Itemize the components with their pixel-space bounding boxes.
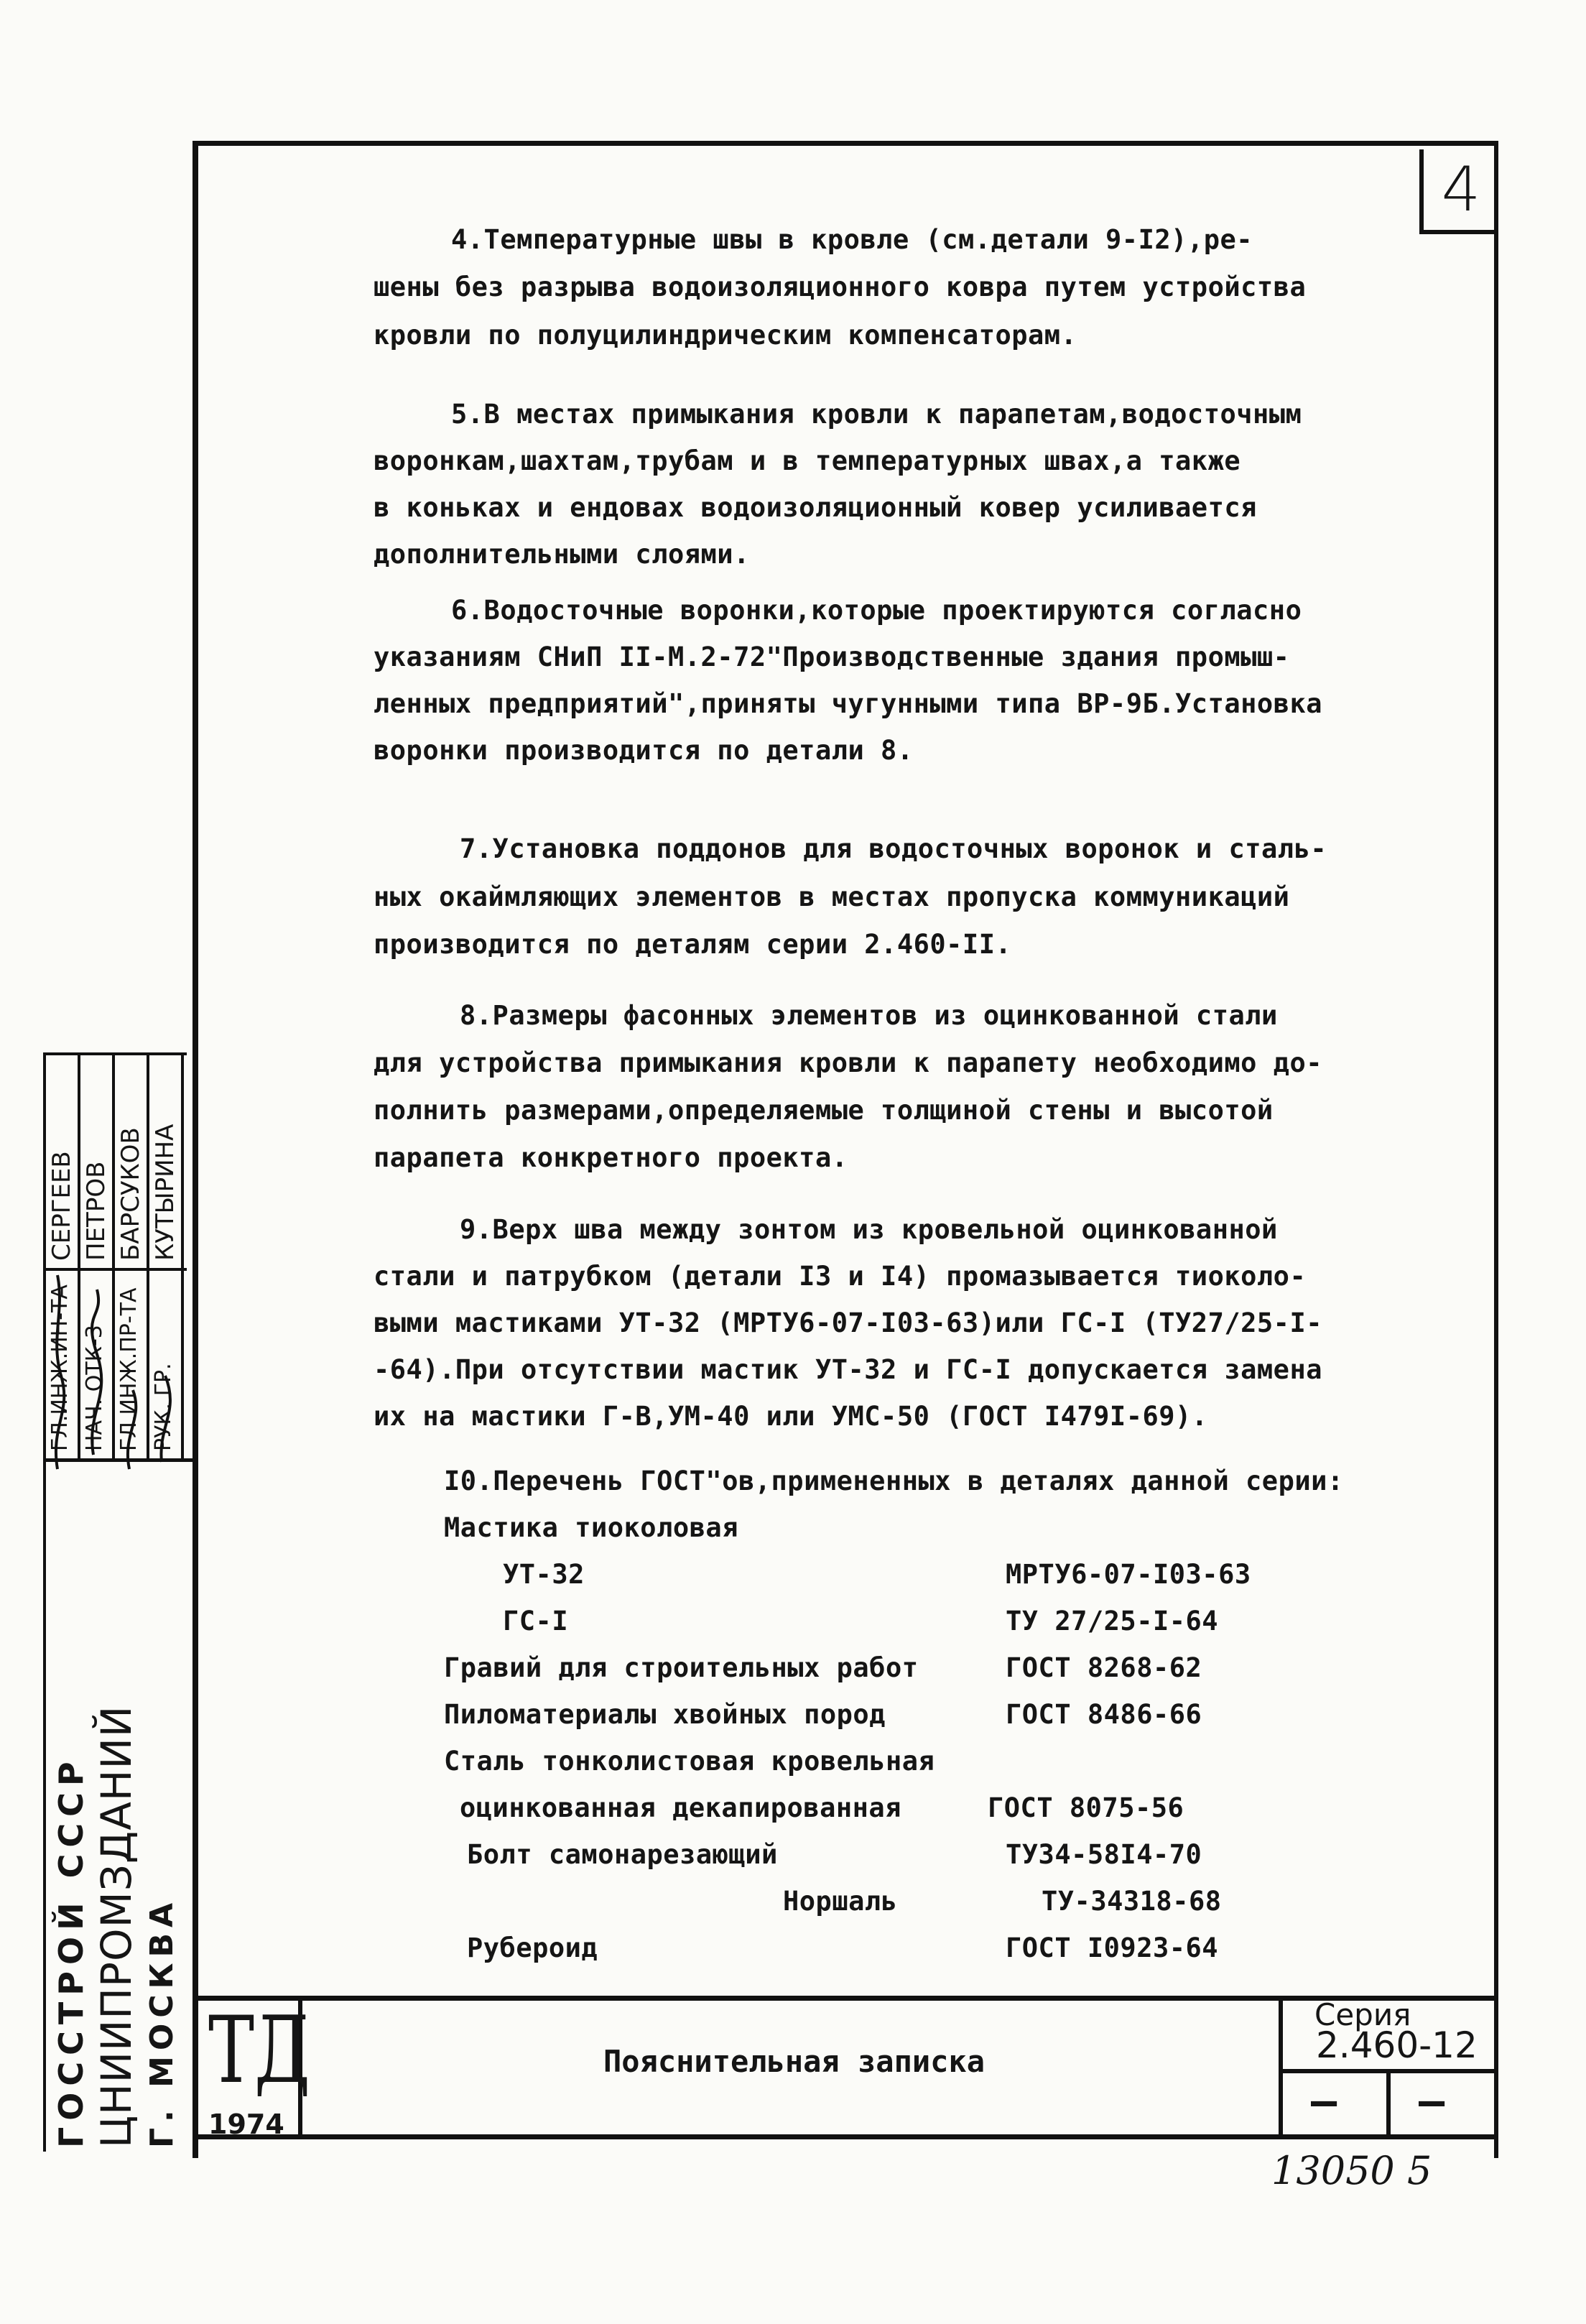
p5-line1: 5.В местах примыкания кровли к парапетам,водосточным: [451, 399, 1302, 430]
gost-item-std: ГОСТ I0923-64: [1006, 1932, 1219, 1963]
logo-td: ТД: [208, 1997, 311, 2104]
gost-item-std: ГОСТ 8075-56: [988, 1792, 1184, 1823]
title-block-divider: [1386, 2069, 1391, 2138]
stamp-role: РУК. ГР.: [151, 1363, 176, 1451]
gost-item-name: Болт самонарезающий: [467, 1839, 778, 1870]
p7-line3: производится по деталям серии 2.460-II.: [374, 929, 1012, 960]
org-line3: Г. МОСКВА: [144, 1897, 180, 2148]
p10-line1: I0.Перечень ГОСТ"ов,примененных в деталях данной серии:: [444, 1466, 1344, 1496]
org-line1: ГОССТРОЙ СССР: [52, 1755, 91, 2148]
stamp-name: БАРСУКОВ: [116, 1127, 145, 1261]
stamp-name: ПЕТРОВ: [82, 1161, 111, 1261]
gost-item-std: ТУ34-58I4-70: [1006, 1839, 1202, 1870]
stamp-name: СЕРГЕЕВ: [47, 1151, 76, 1261]
gost-item-std: МРТУ6-07-I03-63: [1006, 1559, 1251, 1590]
p10-line2: Мастика тиоколовая: [444, 1512, 738, 1543]
gost-item-name: Норшаль: [783, 1886, 898, 1917]
gost-item-name: оцинкованная декапированная: [460, 1792, 901, 1823]
p9-line3: выми мастиками УТ-32 (МРТУ6-07-I03-63)или ГС-I (ТУ27/25-I-: [374, 1307, 1323, 1338]
org-line2: ЦНИИПРОМЗДАНИЙ: [92, 1705, 141, 2148]
p5-line4: дополнительными слоями.: [374, 539, 750, 570]
gost-item-std: ТУ-34318-68: [1042, 1886, 1222, 1917]
gost-item-name: Пиломатериалы хвойных пород: [444, 1699, 886, 1730]
gost-item-std: ГОСТ 8486-66: [1006, 1699, 1202, 1730]
stamp-role: ГЛ.ИНЖ.ПР-ТА: [116, 1287, 142, 1451]
p6-line3: ленных предприятий",приняты чугунными типа ВР-9Б.Установка: [374, 688, 1323, 719]
p8-line4: парапета конкретного проекта.: [374, 1142, 848, 1173]
sheet-cell: –: [1311, 2076, 1337, 2126]
page-number: 4: [1419, 149, 1498, 234]
stamp-name: КУТЫРИНА: [151, 1124, 180, 1261]
p9-line5: их на мастики Г-В,УМ-40 или УМС-50 (ГОСТ I479I-69).: [374, 1401, 1208, 1432]
gost-item-name: Гравий для строительных работ: [444, 1652, 919, 1683]
p7-line2: ных окаймляющих элементов в местах пропуска коммуникаций: [374, 881, 1290, 912]
p6-line1: 6.Водосточные воронки,которые проектируются согласно: [451, 595, 1302, 626]
p4-line2: шены без разрыва водоизоляционного ковра путем устройства: [374, 272, 1307, 302]
document-title: Пояснительная записка: [603, 2044, 986, 2079]
p8-line2: для устройства примыкания кровли к парапету необходимо до-: [374, 1047, 1323, 1078]
p4-line3: кровли по полуцилиндрическим компенсаторам.: [374, 320, 1077, 351]
p6-line4: воронки производится по детали 8.: [374, 735, 914, 766]
title-block-divider: [1279, 1996, 1283, 2139]
p6-line2: указаниям СНиП II-М.2-72"Производственные здания промыш-: [374, 642, 1290, 672]
p5-line2: воронкам,шахтам,трубам и в температурных швах,а также: [374, 445, 1241, 476]
p7-line1: 7.Установка поддонов для водосточных воронок и сталь-: [460, 833, 1327, 864]
year: 1974: [208, 2108, 284, 2140]
gost-item-std: ТУ 27/25-I-64: [1006, 1606, 1219, 1636]
gost-item-name: Рубероид: [467, 1932, 598, 1963]
stamp-role: НАЧ. ОТК-3: [82, 1325, 107, 1451]
gost-item-name: УТ-32: [503, 1559, 585, 1590]
p8-line3: полнить размерами,определяемые толщиной стены и высотой: [374, 1095, 1274, 1126]
gost-item-name: Сталь тонколистовая кровельная: [444, 1746, 935, 1777]
seria-number: 2.460-12: [1316, 2024, 1478, 2066]
gost-item-std: ГОСТ 8268-62: [1006, 1652, 1202, 1683]
stamp-role: ГЛ.ИНЖ.ИН-ТА: [47, 1284, 73, 1451]
sheet-cell: –: [1419, 2076, 1445, 2126]
p9-line4: -64).При отсутствии мастик УТ-32 и ГС-I допускается замена: [374, 1354, 1323, 1385]
seria-label: Серия: [1314, 1997, 1411, 2032]
gost-item-name: ГС-I: [503, 1606, 569, 1636]
p8-line1: 8.Размеры фасонных элементов из оцинкованной стали: [460, 1000, 1278, 1031]
p9-line1: 9.Верх шва между зонтом из кровельной оцинкованной: [460, 1214, 1278, 1245]
sheet-number: 13050 5: [1271, 2148, 1432, 2193]
signatures: [43, 1268, 194, 1483]
p5-line3: в коньках и ендовах водоизоляционный ковер усиливается: [374, 492, 1257, 523]
p4-line1: 4.Температурные швы в кровле (см.детали 9-I2),ре-: [451, 224, 1253, 255]
p9-line2: стали и патрубком (детали I3 и I4) промазывается тиоколо-: [374, 1261, 1307, 1292]
